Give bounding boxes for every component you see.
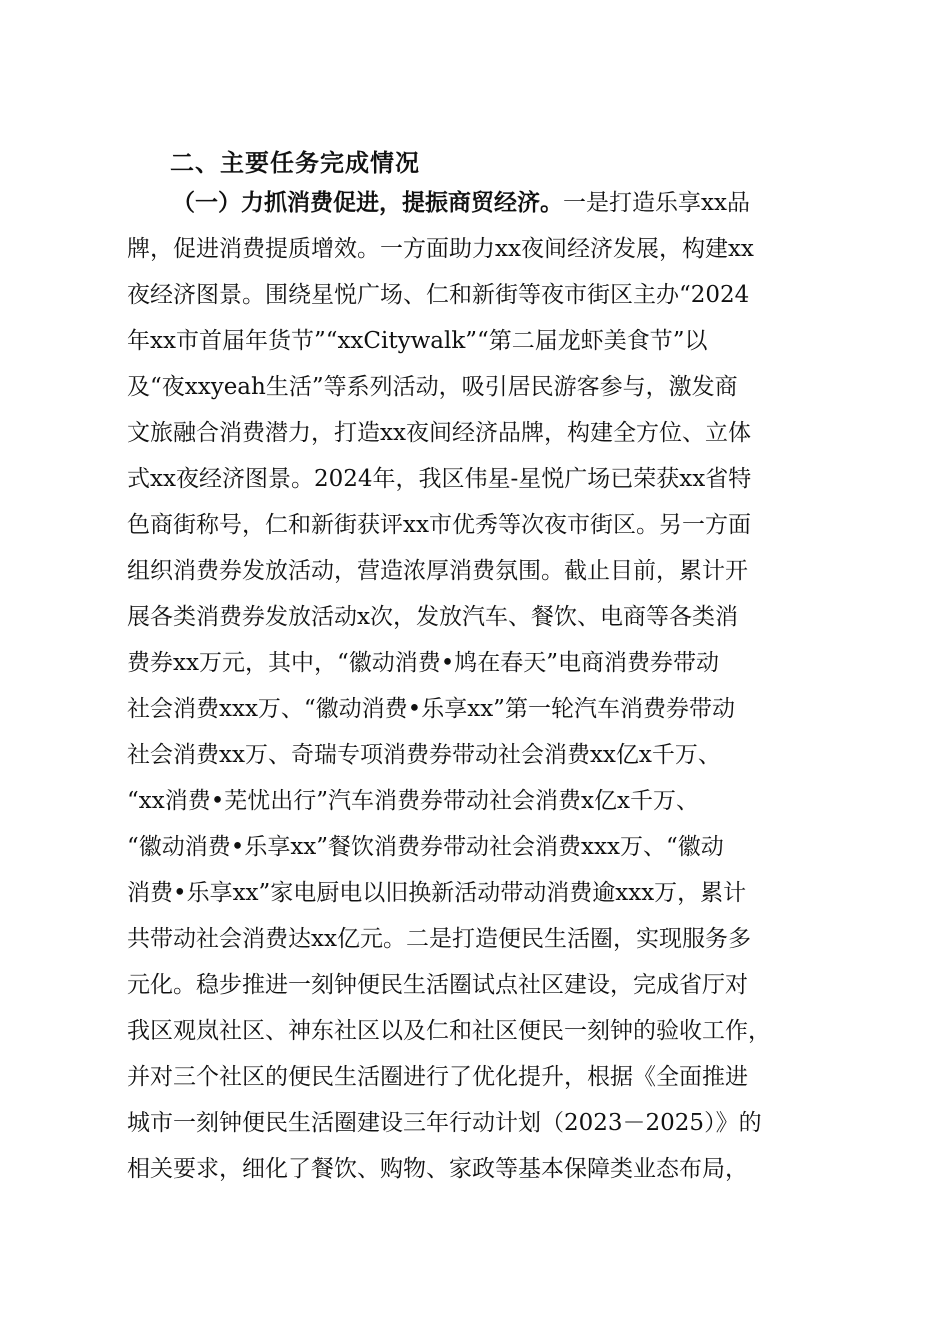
paragraph-line: 消费•乐享xx”家电厨电以旧换新活动带动消费逾xxx万，累计: [127, 880, 747, 906]
paragraph-line: “xx消费•芜忧出行”汽车消费券带动社会消费x亿x千万、: [127, 788, 699, 814]
paragraph-line: 牌，促进消费提质增效。一方面助力xx夜间经济发展，构建xx: [127, 236, 754, 262]
line-text: 一是打造乐享xx品: [563, 190, 750, 216]
paragraph-line: 共带动社会消费达xx亿元。二是打造便民生活圈，实现服务多: [127, 926, 751, 952]
paragraph-line: 式xx夜经济图景。2024年，我区伟星-星悦广场已荣获xx省特: [127, 466, 752, 492]
paragraph-line: 夜经济图景。围绕星悦广场、仁和新街等夜市街区主办“2024: [127, 282, 750, 308]
paragraph-line: 费券xx万元，其中，“徽动消费•鸠在春天”电商消费券带动: [127, 650, 720, 676]
paragraph-line: 城市一刻钟便民生活圈建设三年行动计划（2023－2025）》的: [127, 1110, 762, 1136]
paragraph-line: 我区观岚社区、神东社区以及仁和社区便民一刻钟的验收工作，: [127, 1018, 771, 1044]
paragraph-line: 及“夜xxyeah生活”等系列活动，吸引居民游客参与，激发商: [127, 374, 738, 400]
section-heading: 二、主要任务完成情况: [170, 149, 420, 177]
paragraph-line: 文旅融合消费潜力，打造xx夜间经济品牌，构建全方位、立体: [127, 420, 751, 446]
paragraph-line: 相关要求，细化了餐饮、购物、家政等基本保障类业态布局，: [127, 1156, 748, 1182]
paragraph-line: 色商街称号，仁和新街获评xx市优秀等次夜市街区。另一方面: [127, 512, 751, 538]
paragraph-line: 元化。稳步推进一刻钟便民生活圈试点社区建设，完成省厅对: [127, 972, 748, 998]
paragraph-line: “徽动消费•乐享xx”餐饮消费券带动社会消费xxx万、“徽动: [127, 834, 724, 860]
paragraph-line: [172, 183, 827, 223]
paragraph-line: 年xx市首届年货节”“xxCitywalk”“第二届龙虾美食节”以: [127, 328, 708, 354]
paragraph-line: 社会消费xxx万、“徽动消费•乐享xx”第一轮汽车消费券带动: [127, 696, 735, 722]
subsection-heading: （一）力抓消费促进，提振商贸经济。: [172, 190, 563, 216]
paragraph-line: 社会消费xx万、奇瑞专项消费券带动社会消费xx亿x千万、: [127, 742, 721, 768]
paragraph-line: 并对三个社区的便民生活圈进行了优化提升，根据《全面推进: [127, 1064, 748, 1090]
paragraph-line: 展各类消费券发放活动x次，发放汽车、餐饮、电商等各类消: [127, 604, 738, 630]
paragraph-line: 组织消费券发放活动，营造浓厚消费氛围。截止目前，累计开: [127, 558, 748, 584]
